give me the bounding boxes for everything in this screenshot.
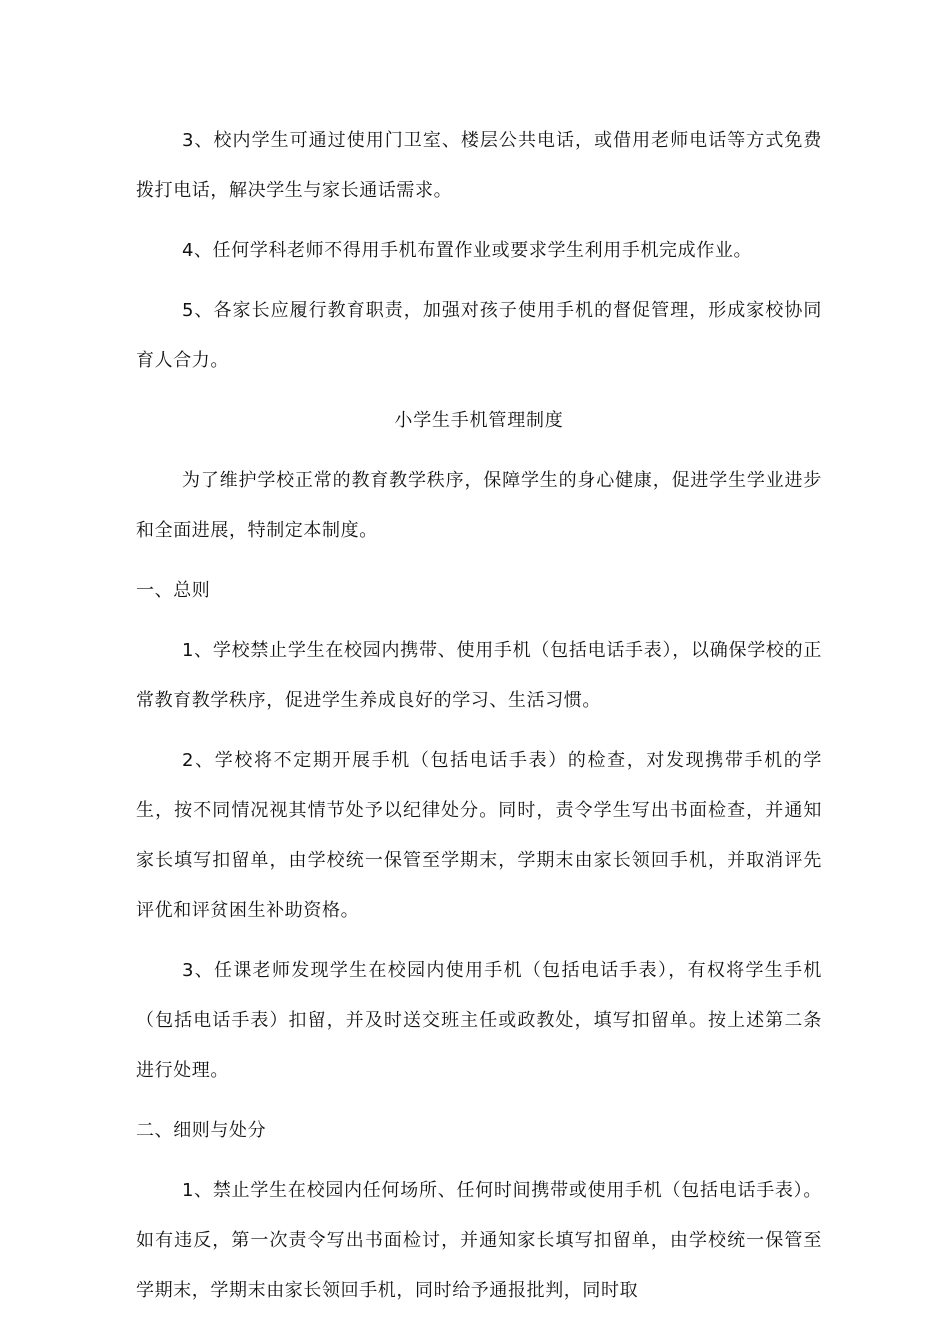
paragraph-item-3: 3、校内学生可通过使用门卫室、楼层公共电话，或借用老师电话等方式免费拨打电话，解决学生与家长通话需求。 xyxy=(136,130,822,201)
paragraph-item-4: 4、任何学科老师不得用手机布置作业或要求学生利用手机完成作业。 xyxy=(182,240,753,261)
document-body xyxy=(136,116,822,1326)
paragraph-item-5: 5、各家长应履行教育职责，加强对孩子使用手机的督促管理，形成家校协同育人合力。 xyxy=(136,300,822,371)
general-rule-1: 1、学校禁止学生在校园内携带、使用手机（包括电话手表），以确保学校的正常教育教学秩序，促进学生养成良好的学习、生活习惯。 xyxy=(136,640,822,711)
detailed-rule-1: 1、禁止学生在校园内任何场所、任何时间携带或使用手机（包括电话手表）。如有违反，第一次责令写出书面检讨，并通知家长填写扣留单，由学校统一保管至学期末，学期末由家长领回手机，同时给予通报批判，同时取 xyxy=(136,1180,822,1301)
document-title: 小学生手机管理制度 xyxy=(394,410,564,431)
general-rule-2: 2、学校将不定期开展手机（包括电话手表）的检查，对发现携带手机的学生，按不同情况视其情节处予以纪律处分。同时，责令学生写出书面检查，并通知家长填写扣留单，由学校统一保管至学期末，学期末由家长领回手机，并取消评先评优和评贫困生补助资格。 xyxy=(136,750,822,921)
section-heading-rules-penalties: 二、细则与处分 xyxy=(136,1120,267,1141)
intro-paragraph: 为了维护学校正常的教育教学秩序，保障学生的身心健康，促进学生学业进步和全面进展，特制定本制度。 xyxy=(136,470,822,541)
section-heading-general: 一、总则 xyxy=(136,580,211,601)
general-rule-3: 3、任课老师发现学生在校园内使用手机（包括电话手表），有权将学生手机（包括电话手表）扣留，并及时送交班主任或政教处，填写扣留单。按上述第二条进行处理。 xyxy=(136,960,822,1081)
